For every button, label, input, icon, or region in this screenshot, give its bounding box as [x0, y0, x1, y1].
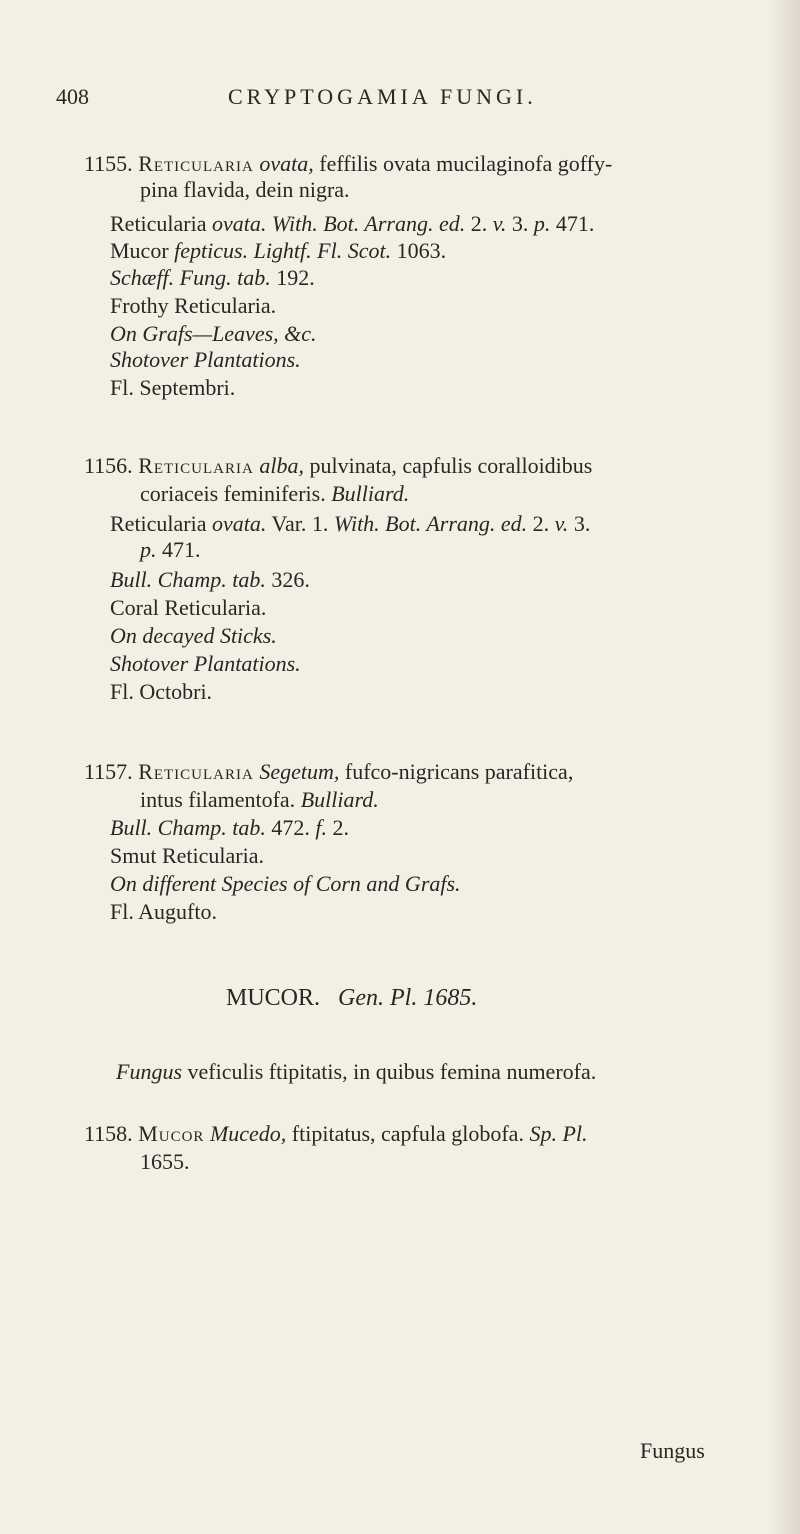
entry-1157-habitat: On different Species of Corn and Grafs.	[110, 871, 461, 896]
entry-1155-ref2: Mucor fepticus. Lightf. Fl. Scot. 1063.	[110, 238, 447, 263]
entry-1156-line2: coriaceis feminiferis. Bulliard.	[140, 481, 410, 506]
entry-1157-flowering: Fl. Augufto.	[110, 899, 217, 924]
entry-1155-line1: 1155. Reticularia ovata, feffilis ovata mucilaginofa goffy-	[84, 151, 613, 176]
entry-1155-flowering: Fl. Septembri.	[110, 375, 236, 400]
entry-1157-line1: 1157. Reticularia Segetum, fufco-nigricans parafitica,	[84, 759, 574, 784]
entry-1156-english: Coral Reticularia.	[110, 595, 267, 620]
entry-1156-ref1: Reticularia ovata. Var. 1. With. Bot. Arrang. ed. 2. v. 3.	[110, 511, 591, 536]
page-edge-shadow	[768, 0, 800, 1534]
entry-1156-flowering: Fl. Octobri.	[110, 679, 213, 704]
entry-1155-line2: pina flavida, dein nigra.	[140, 177, 350, 202]
entry-1157-ref1: Bull. Champ. tab. 472. f. 2.	[110, 815, 349, 840]
entry-1156-ref1-cont: p. 471.	[140, 537, 201, 562]
entry-1156-line1: 1156. Reticularia alba, pulvinata, capfulis coralloidibus	[84, 453, 593, 478]
entry-1156-habitat: On decayed Sticks.	[110, 623, 277, 648]
entry-1155-ref1: Reticularia ovata. With. Bot. Arrang. ed. 2. v. 3. p. 471.	[110, 211, 595, 236]
catchword: Fungus	[640, 1438, 705, 1463]
genus-character: Fungus veficulis ftipitatis, in quibus femina numerofa.	[116, 1059, 597, 1084]
entry-1158-line1: 1158. Mucor Mucedo, ftipitatus, capfula globofa. Sp. Pl.	[84, 1121, 588, 1146]
page-header	[56, 84, 760, 124]
entry-1157-english: Smut Reticularia.	[110, 843, 264, 868]
entry-1155-english: Frothy Reticularia.	[110, 293, 277, 318]
page-number: 408	[56, 84, 89, 109]
entry-1156-ref2: Bull. Champ. tab. 326.	[110, 567, 310, 592]
entry-1158-line2: 1655.	[140, 1149, 190, 1174]
entry-1155-habitat: On Grafs—Leaves, &c.	[110, 321, 317, 346]
entry-1156-locality: Shotover Plantations.	[110, 651, 301, 676]
entry-1155-locality: Shotover Plantations.	[110, 347, 301, 372]
entry-1157-line2: intus filamentofa. Bulliard.	[140, 787, 379, 812]
entry-1155-ref3: Schæff. Fung. tab. 192.	[110, 265, 315, 290]
running-head: CRYPTOGAMIA FUNGI.	[228, 84, 537, 109]
genus-heading-mucor: MUCOR. Gen. Pl. 1685.	[226, 985, 478, 1011]
